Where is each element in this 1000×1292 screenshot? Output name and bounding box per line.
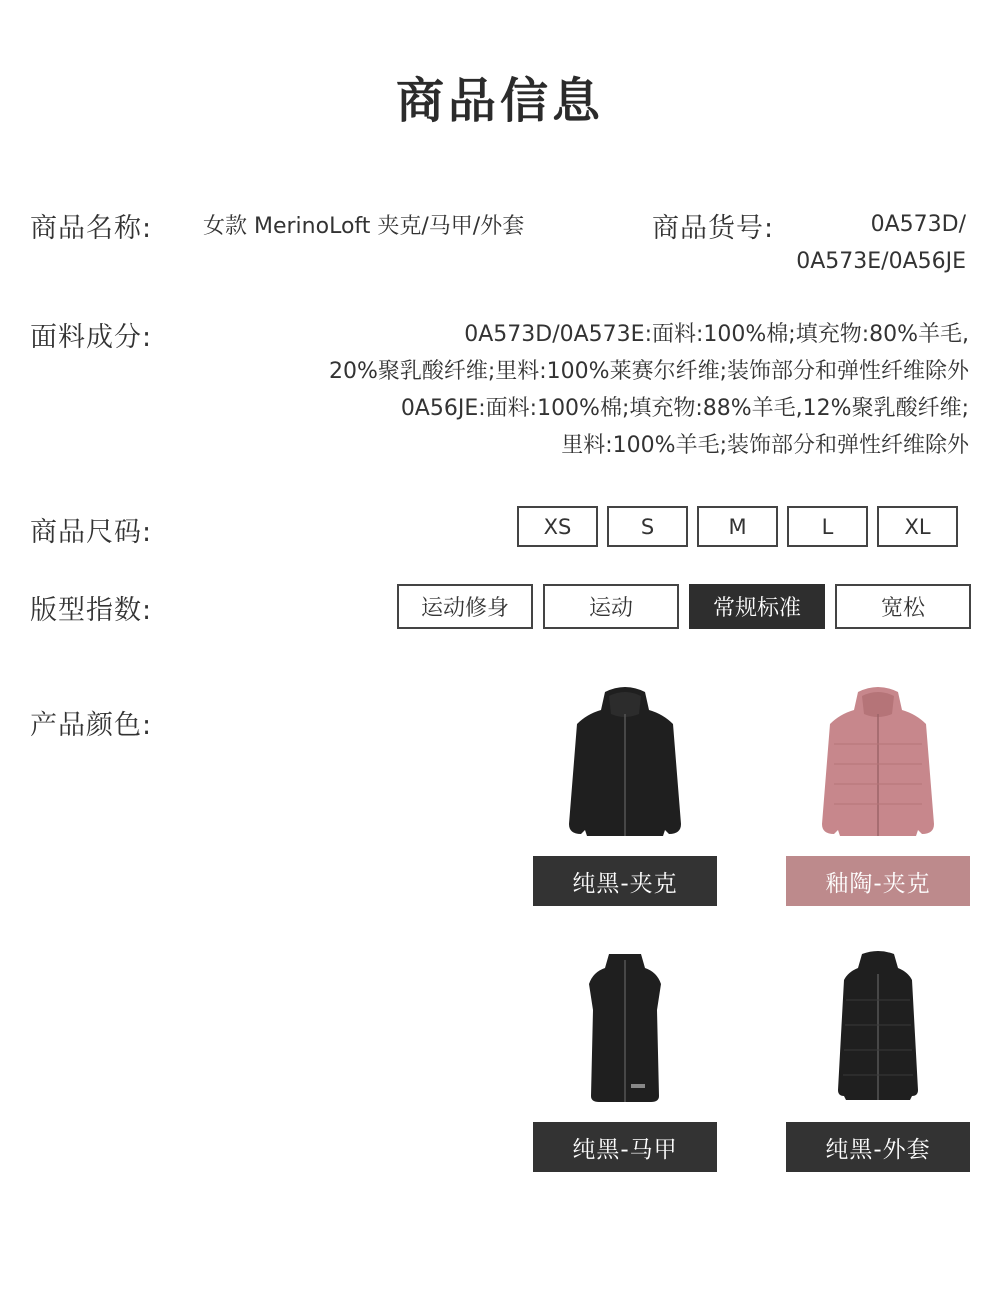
color-option-black-coat[interactable]	[786, 950, 970, 1172]
size-option-xs[interactable]: XS	[517, 506, 598, 547]
coat-image	[818, 950, 938, 1108]
color-option-label: 纯黑-外套	[786, 1122, 970, 1172]
fit-options	[397, 584, 971, 629]
color-label: 产品颜色:	[30, 710, 153, 741]
sku-label: 商品货号:	[652, 213, 775, 244]
color-option-label: 纯黑-夹克	[533, 856, 717, 906]
size-label: 商品尺码:	[30, 517, 153, 548]
vest-image	[565, 950, 685, 1108]
sku-value-line1: 0A573D/	[870, 212, 966, 237]
size-option-m[interactable]: M	[697, 506, 778, 547]
fabric-label: 面料成分:	[30, 322, 153, 353]
size-option-xl[interactable]: XL	[877, 506, 958, 547]
fit-option-regular[interactable]: 常规标准	[689, 584, 825, 629]
size-option-l[interactable]: L	[787, 506, 868, 547]
fit-option-relaxed[interactable]: 宽松	[835, 584, 971, 629]
product-name-label: 商品名称:	[30, 213, 153, 244]
color-option-black-vest[interactable]	[533, 950, 717, 1172]
fit-label: 版型指数:	[30, 595, 153, 626]
fabric-line: 里料:100%羊毛;装饰部分和弹性纤维除外	[561, 433, 969, 458]
fabric-line: 20%聚乳酸纤维;里料:100%莱赛尔纤维;装饰部分和弹性纤维除外	[328, 359, 969, 384]
fit-option-athletic[interactable]: 运动	[543, 584, 679, 629]
color-option-rose-jacket[interactable]	[786, 684, 970, 906]
jacket-image	[818, 684, 938, 842]
color-option-label: 纯黑-马甲	[533, 1122, 717, 1172]
size-options	[517, 506, 958, 547]
fit-option-athletic-slim[interactable]: 运动修身	[397, 584, 533, 629]
color-option-black-jacket[interactable]	[533, 684, 717, 906]
size-option-s[interactable]: S	[607, 506, 688, 547]
fabric-line: 0A56JE:面料:100%棉;填充物:88%羊毛,12%聚乳酸纤维;	[400, 396, 969, 421]
fabric-line: 0A573D/0A573E:面料:100%棉;填充物:80%羊毛,	[464, 322, 969, 347]
product-name-value: 女款 MerinoLoft 夹克/马甲/外套	[203, 214, 525, 239]
jacket-image	[565, 684, 685, 842]
sku-value-line2: 0A573E/0A56JE	[796, 249, 966, 274]
color-option-label: 釉陶-夹克	[786, 856, 970, 906]
page-title: 商品信息	[395, 73, 604, 129]
